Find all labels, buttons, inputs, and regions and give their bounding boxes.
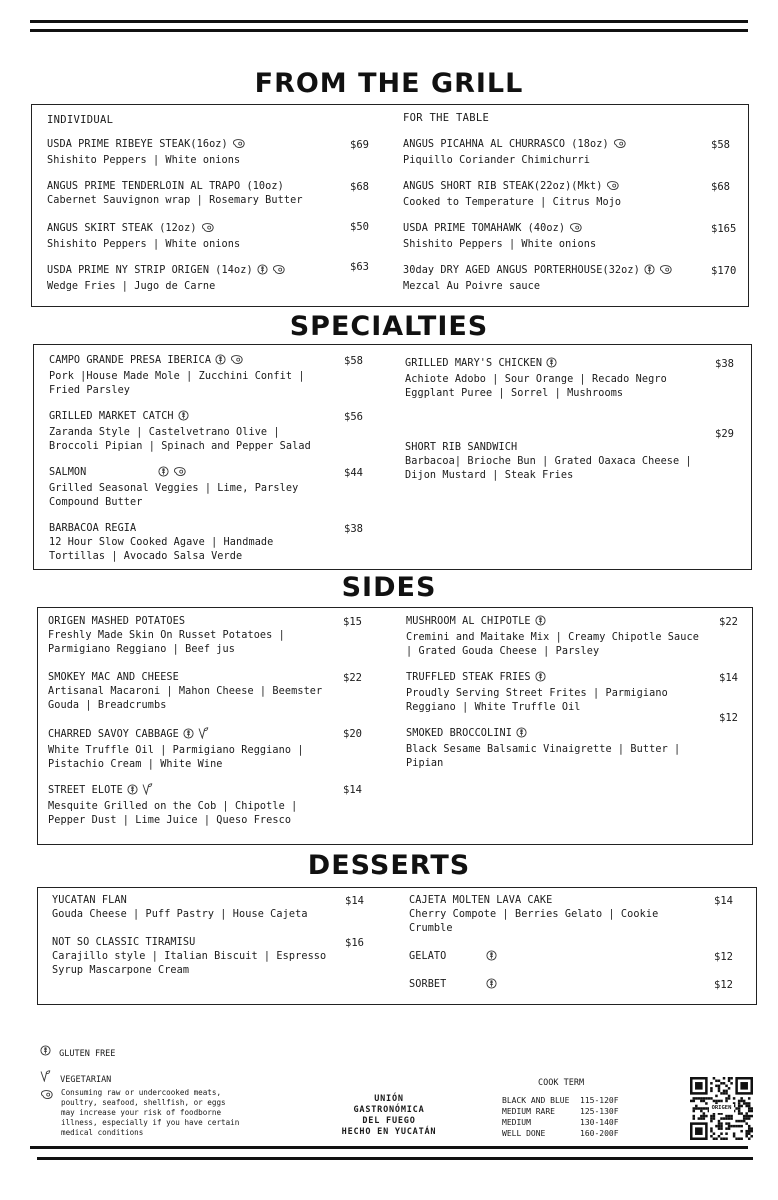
menu-item — [406, 615, 701, 659]
raw-advisory-icon — [569, 222, 583, 238]
item-price: $12 — [719, 712, 738, 724]
item-price: $22 — [343, 672, 362, 684]
item-name: BARBACOA REGIA — [49, 523, 137, 534]
menu-item — [405, 441, 700, 483]
item-price: $68 — [711, 181, 730, 193]
item-name: CAMPO GRANDE PRESA IBERICA — [49, 354, 317, 370]
item-description: Artisanal Macaroni | Mahon Cheese | Beemster Gouda | Breadcrumbs — [48, 686, 323, 711]
item-name: NOT SO CLASSIC TIRAMISU — [52, 937, 196, 948]
menu-item — [409, 978, 684, 994]
gluten-free-icon — [535, 671, 546, 687]
item-name: SORBET — [409, 978, 684, 994]
item-price: $63 — [350, 261, 369, 273]
menu-item — [49, 354, 317, 398]
specialties-box — [33, 344, 752, 570]
top-rule — [30, 20, 748, 23]
menu-item — [48, 615, 333, 657]
individual-header: INDIVIDUAL — [47, 114, 114, 126]
cook-term-title: COOK TERM — [538, 1078, 585, 1088]
menu-item — [52, 894, 332, 922]
item-price: $69 — [350, 139, 369, 151]
item-price: $20 — [343, 728, 362, 740]
sides-box — [37, 607, 753, 845]
item-name: SHORT RIB SANDWICH — [405, 442, 518, 453]
item-name: USDA PRIME NY STRIP ORIGEN (14oz) — [47, 264, 337, 280]
menu-item — [405, 357, 700, 401]
item-price: $38 — [715, 358, 734, 370]
vegetarian-icon — [198, 727, 209, 744]
menu-item — [406, 671, 701, 715]
brand-logo: UNIÓN GASTRONÓMICA DEL FUEGO HECHO EN YUCATÁN — [341, 1094, 437, 1137]
sides-title: SIDES — [341, 572, 437, 603]
item-name: USDA PRIME TOMAHAWK (40oz) — [403, 222, 693, 238]
item-description: Shishito Peppers | White onions — [47, 155, 241, 166]
menu-item — [49, 410, 317, 454]
item-name: ANGUS SKIRT STEAK (12oz) — [47, 222, 337, 238]
desserts-title: DESSERTS — [307, 850, 471, 881]
item-description: 12 Hour Slow Cooked Agave | Handmade Tortillas | Avocado Salsa Verde — [49, 537, 274, 562]
item-description: Wedge Fries | Jugo de Carne — [47, 281, 216, 292]
menu-item — [47, 180, 337, 208]
menu-item — [48, 783, 333, 828]
vegetarian-icon — [142, 783, 153, 800]
item-description: White Truffle Oil | Parmigiano Reggiano | Pistachio Cream | White Wine — [48, 745, 304, 770]
item-name: MUSHROOM AL CHIPOTLE — [406, 615, 701, 631]
menu-item — [48, 671, 333, 713]
menu-item — [409, 950, 684, 966]
menu-item — [409, 894, 684, 936]
gluten-free-icon — [644, 264, 655, 280]
gluten-free-icon — [546, 357, 557, 373]
gluten-free-icon — [178, 410, 189, 426]
raw-advisory-icon — [201, 222, 215, 238]
item-description: Achiote Adobo | Sour Orange | Recado Negro Eggplant Puree | Sorrel | Mushrooms — [405, 374, 667, 399]
raw-advisory-icon — [40, 1089, 54, 1103]
menu-item — [403, 180, 693, 210]
item-price: $58 — [344, 355, 363, 367]
item-price: $165 — [711, 223, 737, 235]
cook-term-row: WELL DONE 160-200F — [502, 1129, 619, 1138]
item-description: Shishito Peppers | White onions — [403, 239, 597, 250]
item-name: ANGUS PICAHNA AL CHURRASCO (18oz) — [403, 138, 693, 154]
item-price: $15 — [343, 616, 362, 628]
item-name: GRILLED MARKET CATCH — [49, 410, 317, 426]
item-description: Cherry Compote | Berries Gelato | Cookie Crumble — [409, 909, 659, 934]
item-name: SALMON — [49, 466, 317, 482]
legend-vegetarian: VEGETARIAN — [40, 1070, 111, 1085]
item-description: Cremini and Maitake Mix | Creamy Chipotle Sauce | Grated Gouda Cheese | Parsley — [406, 632, 699, 657]
raw-advisory-icon — [230, 354, 244, 370]
desserts-box — [37, 887, 757, 1005]
menu-item — [403, 222, 693, 252]
raw-advisory-icon — [606, 180, 620, 196]
item-description: Freshly Made Skin On Russet Potatoes | Parmigiano Reggiano | Beef jus — [48, 630, 285, 655]
table-header: FOR THE TABLE — [403, 112, 490, 124]
menu-item — [49, 466, 317, 510]
item-description: Mezcal Au Poivre sauce — [403, 281, 541, 292]
gluten-free-icon — [516, 727, 527, 743]
grill-box — [31, 104, 749, 307]
gluten-free-icon — [127, 784, 138, 800]
qr-code[interactable] — [690, 1077, 753, 1140]
gluten-free-icon — [40, 1049, 51, 1059]
qr-label: ORIGEN — [709, 1104, 734, 1113]
item-name: TRUFFLED STEAK FRIES — [406, 671, 701, 687]
item-description: Pork |House Made Mole | Zucchini Confit | Fried Parsley — [49, 371, 305, 396]
gluten-free-icon — [257, 264, 268, 280]
item-description: Zaranda Style | Castelvetrano Olive | Broccoli Pipian | Spinach and Pepper Salad — [49, 427, 311, 452]
item-price: $14 — [714, 895, 733, 907]
legend-advisory: Consuming raw or undercooked meats, poultry, seafood, shellfish, or eggs may increase your risk of foodborne illness, especially if you have certain medical conditions — [40, 1088, 240, 1138]
item-price: $38 — [344, 523, 363, 535]
gluten-free-icon — [158, 466, 169, 482]
item-name: CAJETA MOLTEN LAVA CAKE — [409, 895, 553, 906]
raw-advisory-icon — [659, 264, 673, 280]
menu-item — [403, 138, 693, 168]
raw-advisory-icon — [173, 466, 187, 482]
item-description: Piquillo Coriander Chimichurri — [403, 155, 591, 166]
vegetarian-icon — [40, 1075, 51, 1085]
item-price: $44 — [344, 467, 363, 479]
item-description: Gouda Cheese | Puff Pastry | House Cajeta — [52, 909, 308, 920]
item-name: GELATO — [409, 950, 684, 966]
item-price: $22 — [719, 616, 738, 628]
menu-item — [47, 264, 337, 294]
item-description: Proudly Serving Street Frites | Parmigiano Reggiano | White Truffle Oil — [406, 688, 668, 713]
item-price: $12 — [714, 951, 733, 963]
item-price: $56 — [344, 411, 363, 423]
item-name: 30day DRY AGED ANGUS PORTERHOUSE(32oz) — [403, 264, 693, 280]
item-description: Grilled Seasonal Veggies | Lime, Parsley Compound Butter — [49, 483, 299, 508]
item-description: Mesquite Grilled on the Cob | Chipotle | Pepper Dust | Lime Juice | Queso Fresco — [48, 801, 298, 826]
item-description: Shishito Peppers | White onions — [47, 239, 241, 250]
gluten-free-icon — [535, 615, 546, 631]
specialties-title: SPECIALTIES — [289, 311, 489, 342]
item-description: Black Sesame Balsamic Vinaigrette | Butter | Pipian — [406, 744, 681, 769]
item-price: $29 — [715, 428, 734, 440]
grill-title: FROM THE GRILL — [254, 68, 524, 99]
item-name: SMOKED BROCCOLINI — [406, 727, 701, 743]
menu-item — [49, 522, 317, 564]
item-price: $58 — [711, 139, 730, 151]
item-description: Carajillo style | Italian Biscuit | Espresso Syrup Mascarpone Cream — [52, 951, 327, 976]
gluten-free-icon — [486, 950, 497, 966]
item-price: $12 — [714, 979, 733, 991]
menu-item — [52, 936, 332, 978]
cook-term-row: MEDIUM RARE 125-130F — [502, 1107, 619, 1116]
top-rule-2 — [30, 29, 748, 32]
item-name: ANGUS PRIME TENDERLOIN AL TRAPO (10oz) — [47, 181, 284, 192]
raw-advisory-icon — [613, 138, 627, 154]
gluten-free-icon — [183, 728, 194, 744]
item-description: Cooked to Temperature | Citrus Mojo — [403, 197, 622, 208]
item-name: ANGUS SHORT RIB STEAK(22oz)(Mkt) — [403, 180, 693, 196]
item-description: Barbacoa| Brioche Bun | Grated Oaxaca Cheese | Dijon Mustard | Steak Fries — [405, 456, 692, 481]
item-name: SMOKEY MAC AND CHEESE — [48, 672, 179, 683]
item-name: USDA PRIME RIBEYE STEAK(16oz) — [47, 138, 337, 154]
cook-term-row: MEDIUM 130-140F — [502, 1118, 619, 1127]
item-price: $50 — [350, 221, 369, 233]
item-name: ORIGEN MASHED POTATOES — [48, 616, 186, 627]
item-description: Cabernet Sauvignon wrap | Rosemary Butter — [47, 195, 303, 206]
legend-gluten-free: GLUTEN FREE — [40, 1045, 115, 1059]
gluten-free-icon — [486, 978, 497, 994]
raw-advisory-icon — [232, 138, 246, 154]
menu-item — [403, 264, 693, 294]
menu-item — [48, 727, 333, 772]
item-price: $68 — [350, 181, 369, 193]
menu-item — [47, 222, 337, 252]
cook-term-table — [502, 1095, 632, 1139]
item-price: $14 — [719, 672, 738, 684]
item-price: $14 — [343, 784, 362, 796]
item-name: STREET ELOTE — [48, 783, 333, 800]
item-name: GRILLED MARY'S CHICKEN — [405, 357, 700, 373]
gluten-free-icon — [215, 354, 226, 370]
menu-item — [406, 727, 701, 771]
item-price: $14 — [345, 895, 364, 907]
item-price: $16 — [345, 937, 364, 949]
item-name: YUCATAN FLAN — [52, 895, 127, 906]
menu-item — [47, 138, 337, 168]
item-price: $170 — [711, 265, 737, 277]
cook-term-row: BLACK AND BLUE 115-120F — [502, 1096, 619, 1105]
item-name: CHARRED SAVOY CABBAGE — [48, 727, 333, 744]
bottom-rule-2 — [37, 1157, 753, 1160]
bottom-rule — [30, 1146, 748, 1149]
raw-advisory-icon — [272, 264, 286, 280]
